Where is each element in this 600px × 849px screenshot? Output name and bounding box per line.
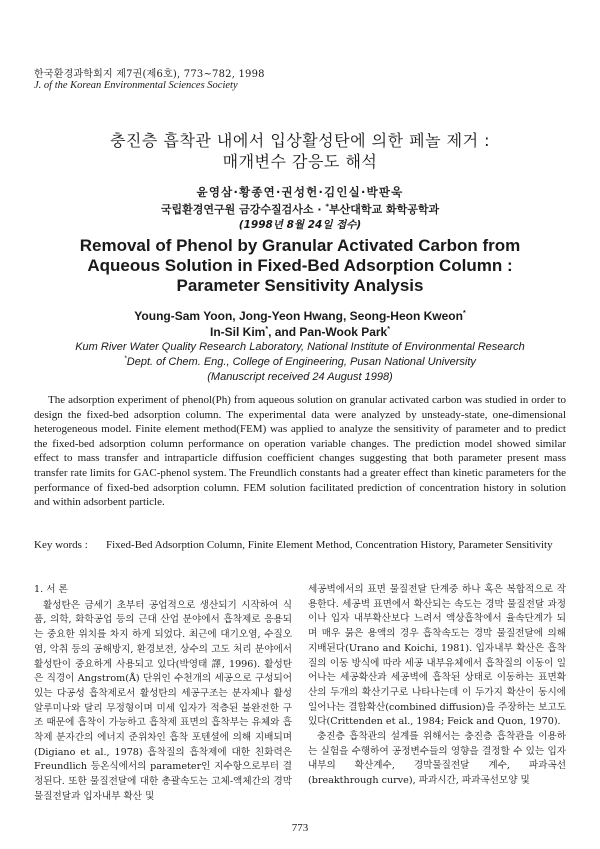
english-authors-text1: Young-Sam Yoon, Jong-Yeon Hwang, Seong-Heon Kweon xyxy=(134,309,463,323)
korean-authors-text: 윤영삼·황종연·권성헌·김인실·박판욱 xyxy=(196,185,404,199)
abstract: The adsorption experiment of phenol(Ph) from aqueous solution on granular activated carbon was studied in order to design the fixed-bed adsorption column. The experimental data were analyzed by unsteady-state, one-dimensional heterogeneous model. Finite element method(FEM) was applied to analyze the sensitivity of parameter and to predict the fixed-bed adsorption column performance on operation variable changes. The prediction model showed similar effect to mass transfer and intraparticle diffusion coefficient changes suggesting that both parameter present mass transfer rate limits for GAC-phenol system. The Freundlich constants had a greater effect than kinetic parameters for the performance of fixed-bed adsorption column. FEM solution facilitated prediction of concentration history in solution and within adsorbent particle. xyxy=(34,394,566,509)
english-authors-text2a: In-Sil Kim xyxy=(210,325,266,339)
keywords-text: Fixed-Bed Adsorption Column, Finite Element Method, Concentration History, Parameter Sensitivity xyxy=(106,539,553,551)
english-affiliation2-line xyxy=(0,356,600,368)
korean-received-date: (1998년 8월 24일 접수) xyxy=(238,219,362,231)
korean-title-line2: 매개변수 감응도 해석 xyxy=(222,152,378,171)
affiliation-mark: * xyxy=(325,202,329,211)
english-authors-line1 xyxy=(0,309,600,323)
english-received-date: (Manuscript received 24 August 1998) xyxy=(207,371,393,383)
korean-affiliation-text2: 부산대학교 화학공학과 xyxy=(329,203,440,216)
english-title-line3: Parameter Sensitivity Analysis xyxy=(176,276,424,295)
keywords-label: Key words : xyxy=(34,539,88,551)
author-mark: * xyxy=(265,326,269,333)
korean-authors xyxy=(0,184,600,200)
body-paragraph: 활성탄은 금세기 초부터 공업적으로 생산되기 시작하여 식품, 의학, 화학공업 등의 근대 산업 분야에서 흡착제로 응용되는 중요한 위치를 차지 하게 되었다. 최근에 대기오염, 수질오염, 악취 등의 공해방지, 환경보전, 상수의 고도 처리 분야에서 활성탄이 중요하게 사용되고 있다(박영태 譯, 1996). 활성탄은 직경이 Angstrom(Å) 단위인 수천개의 세공으로 구성되어 있는 다공성 흡착제로서 활성탄의 세공구조는 분자체나 활성 알루미나와 달리 무정형이며 미세 입자가 적층된 불완전한 구조 때문에 흡착이 가능하고 흡착제 표면의 흡착부는 유체와 흡착제 분자간의 에너지 준위차인 흡착 포텐셜에 의해 지배되며(Digiano et al., 1978) 흡착질의 흡착제에 대한 친화력은 Freundlich 등온식에서의 parameter인 지수항으로부터 결정된다. 또한 물질전달에 대한 총괄속도는 고체-액체간의 경막 물질전달과 입자내부 확산 및 xyxy=(34,599,292,802)
body-left-column xyxy=(34,583,292,805)
author-mark: * xyxy=(462,310,466,317)
korean-affiliation xyxy=(0,201,600,217)
english-affiliation2: Dept. of Chem. Eng., College of Engineering, Pusan National University xyxy=(126,356,476,368)
english-affiliation1: Kum River Water Quality Research Laboratory, National Institute of Environmental Research xyxy=(75,341,525,353)
body-paragraph: 세공벽에서의 표면 물질전달 단계중 하나 혹은 복합적으로 작용한다. 세공벽 표면에서 확산되는 속도는 경막 물질전달 과정이나 입자 내부확산보다 느려서 액상흡착에서 율속단계가 되며 매우 묽은 용액의 경우 흡착속도는 경막 물질전달에 의해 지배된다(Urano and Koichi, 1981). 입자내부 확산은 흡착질의 이동 방식에 따라 세공 내부유체에서 흡착질의 이동이 일어나는 세공확산과 세공벽에 흡착된 상태로 이동하는 표면확산의 두개의 확산기구로 나타나는데 이 두가지 확산이 동시에 일어나는 결합확산(combined diffusion)을 주장하는 보고도 있다(Crittenden et al., 1984; Feick and Quon, 1970). xyxy=(308,584,566,728)
english-authors-text2b: , and Pan-Wook Park xyxy=(268,325,388,339)
english-authors-line2 xyxy=(0,325,600,339)
korean-affiliation-text: 국립환경연구원 금강수질검사소 · xyxy=(160,203,326,216)
section-heading: 1. 서 론 xyxy=(34,584,68,595)
english-title-line1: Removal of Phenol by Granular Activated Carbon from xyxy=(79,236,521,255)
author-mark: * xyxy=(387,326,390,333)
korean-title-line1: 충진층 흡착관 내에서 입상활성탄에 의한 페놀 제거 : xyxy=(109,131,491,150)
journal-name: J. of the Korean Environmental Sciences Society xyxy=(34,80,238,91)
journal-citation: 한국환경과학회지 제7권(제6호), 773~782, 1998 xyxy=(34,69,265,80)
english-title-line2: Aqueous Solution in Fixed-Bed Adsorption Column : xyxy=(87,256,513,275)
body-paragraph: 충진층 흡착관의 설계를 위해서는 충진층 흡착관을 이용하는 실험을 수행하여 공정변수들의 영향을 결정할 수 있는 입자내부의 확산계수, 경막물질전달 계수, 파과곡선(breakthrough curve), 파과시간, 파과곡선모양 및 xyxy=(308,731,566,787)
page-number: 773 xyxy=(291,822,309,834)
body-right-column xyxy=(308,583,566,789)
affiliation-mark: * xyxy=(124,355,127,363)
